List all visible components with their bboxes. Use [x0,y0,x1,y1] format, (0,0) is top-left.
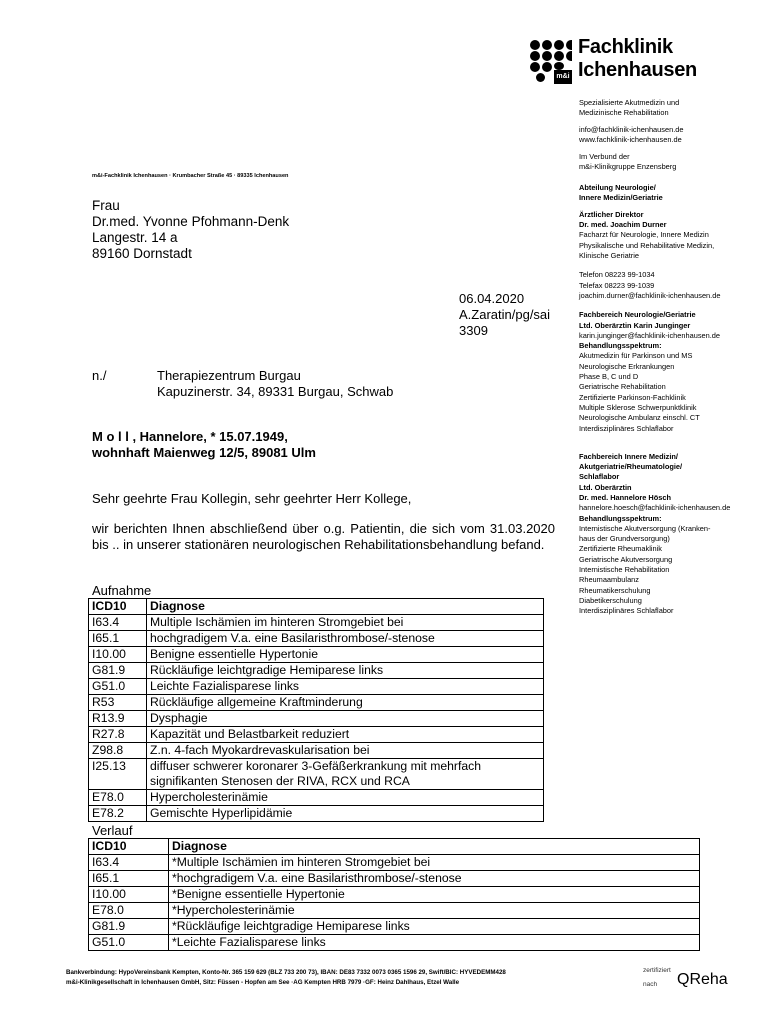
diagnosis-text: *hochgradigem V.a. eine Basilaristhrombose/-stenose [169,871,700,887]
icd10-code: R27.8 [89,727,147,743]
icd10-code: I25.13 [89,759,147,790]
icd10-code: R13.9 [89,711,147,727]
clinic-logo [530,36,710,86]
director-phone: Telefon 08223 99-1034 Telefax 08223 99-1039 joachim.durner@fachklinik-ichenhausen.de [579,270,759,301]
qreha-logo-icon: QReha [677,971,728,988]
table-row [89,790,544,806]
diagnosis-text: Kapazität und Belastbarkeit reduziert [147,727,544,743]
clinic-network: Im Verbund der m&i-Klinikgruppe Enzensberg [579,152,677,172]
cc-recipient: Therapiezentrum Burgau Kapuzinerstr. 34, 89331 Burgau, Schwab [157,368,394,399]
table-row [89,903,700,919]
diagnosis-text: Dysphagie [147,711,544,727]
clinic-intro: Spezialisierte Akutmedizin und Medizinische Rehabilitation [579,98,680,118]
website-link[interactable]: www.fachklinik-ichenhausen.de [579,135,682,145]
diagnosis-text: *Leichte Fazialisparese links [169,935,700,951]
table-row [89,935,700,951]
internal-medicine-email-link[interactable]: hannelore.hoesch@fachklinik-ichenhausen.de [579,503,731,513]
department-title: Abteilung Neurologie/ Innere Medizin/Geriatrie [579,182,663,203]
table-row [89,855,700,871]
diagnosis-text: *Hypercholesterinämie [169,903,700,919]
diagnosis-text: *Benigne essentielle Hypertonie [169,887,700,903]
diagnosis-text: diffuser schwerer koronarer 3-Gefäßerkrankung mit mehrfach signifikanten Stenosen der RIVA, RCX und RCA [147,759,544,790]
neurology-block: Fachbereich Neurologie/Geriatrie Ltd. Oberärztin Karin Junginger karin.junginger@fachklinik-ichenhausen.de Behandlungsspektrum: Akutmedizin für Parkinson und MS Neurologische Erkrankungen Phase B, C und D Geriatrische Rehabilitation Zertifizierte Parkinson-Fachklinik Multiple Sklerose Schwerpunktklinik Neurologische Ambulanz einschl. CT Interdisziplinäres Schlaflabor [579,310,759,434]
diagnosis-text: Gemischte Hyperlipidämie [147,806,544,822]
clinic-contact [579,125,759,146]
logo-dots-icon [530,40,572,84]
table-row [89,759,544,790]
letter-sign: A.Zaratin/pg/sai [459,307,551,322]
diagnosis-text: Benigne essentielle Hypertonie [147,647,544,663]
icd10-code: G81.9 [89,663,147,679]
table-row [89,663,544,679]
certification-badge: zertifiziert nach QReha [643,967,728,988]
header-diagnosis: Diagnose [169,839,700,855]
table-row [89,615,544,631]
diagnosis-text: hochgradigem V.a. eine Basilaristhrombose/-stenose [147,631,544,647]
table-row [89,871,700,887]
admission-diagnosis-table [88,598,544,822]
sender-line: m&i-Fachklinik Ichenhausen · Krumbacher Straße 45 · 89335 Ichenhausen [92,173,289,179]
table-row [89,647,544,663]
diagnosis-text: Z.n. 4-fach Myokardrevaskularisation bei [147,743,544,759]
diagnosis-text: Hypercholesterinämie [147,790,544,806]
icd10-code: I65.1 [89,871,169,887]
table-row [89,887,700,903]
table-row [89,919,700,935]
internal-medicine-block: Fachbereich Innere Medizin/ Akutgeriatrie/Rheumatologie/ Schlaflabor Ltd. Oberärztin Dr. med. Hannelore Hösch hannelore.hoesch@fachklinik-ichenhausen.de Behandlungsspektrum: Internistische Akutversorgung (Kranken- haus der Grundversorgung) Zertifizierte Rheumaklinik Geriatrische Akutversorgung Internistische Rehabilitation Rheumaambulanz Rheumatikerschulung Diabetikerschulung Interdisziplinäres Schlaflabor [579,452,759,617]
diagnosis-text: Rückläufige allgemeine Kraftminderung [147,695,544,711]
diagnosis-text: Leichte Fazialisparese links [147,679,544,695]
table-row [89,711,544,727]
clinic-name: Fachklinik Ichenhausen [578,36,697,81]
header-diagnosis: Diagnose [147,599,544,615]
patient-info: M o l l , Hannelore, * 15.07.1949, wohnhaft Maienweg 12/5, 89081 Ulm [92,429,316,460]
letter-number: 3309 [459,323,488,338]
course-label: Verlauf [92,823,133,838]
header-icd10: ICD10 [89,599,147,615]
table-row [89,679,544,695]
clinic-info-sidebar [579,98,759,623]
body-paragraph: wir berichten Ihnen abschließend über o.g. Patientin, die sich vom 31.03.2020 bis .. in unserer stationären neurologischen Rehabilitationsbehandlung befand. [92,521,555,552]
icd10-code: G51.0 [89,935,169,951]
icd10-code: I63.4 [89,615,147,631]
director-block: Ärztlicher Direktor Dr. med. Joachim Durner Facharzt für Neurologie, Innere Medizin Physikalische und Rehabilitative Medizin, Klinische Geriatrie [579,209,715,261]
diagnosis-text: Rückläufige leichtgradige Hemiparese links [147,663,544,679]
icd10-code: E78.0 [89,790,147,806]
icd10-code: E78.2 [89,806,147,822]
email-link[interactable]: info@fachklinik-ichenhausen.de [579,125,684,135]
recipient-address: Frau Dr.med. Yvonne Pfohmann-Denk Langestr. 14 a 89160 Dornstadt [92,198,290,261]
table-row [89,806,544,822]
icd10-code: Z98.8 [89,743,147,759]
header-icd10: ICD10 [89,839,169,855]
neurology-email-link[interactable]: karin.junginger@fachklinik-ichenhausen.de [579,330,721,340]
table-row [89,695,544,711]
diagnosis-text: *Multiple Ischämien im hinteren Stromgebiet bei [169,855,700,871]
cc-label: n./ [92,368,107,383]
letter-reference [459,291,550,339]
footer-bank-info: Bankverbindung: HypoVereinsbank Kempten, Konto-Nr. 365 159 629 (BLZ 733 200 73), IBAN: DE83 7332 0073 0365 1596 29, Swift/BIC: HYVEDEMM428 m&i-Klinikgesellschaft in Ichenhausen GmbH, Sitz: Füssen - Hopfen am See ·AG Kempten HRB 7979 ·GF: Heinz Dahlhaus, Etzel Walle [66,969,506,986]
icd10-code: I63.4 [89,855,169,871]
icd10-code: I10.00 [89,887,169,903]
table-row [89,631,544,647]
icd10-code: G51.0 [89,679,147,695]
diagnosis-text: *Rückläufige leichtgradige Hemiparese links [169,919,700,935]
table-header [89,839,700,855]
course-diagnosis-table [88,838,700,951]
director-email-link[interactable]: joachim.durner@fachklinik-ichenhausen.de [579,290,721,300]
diagnosis-text: Multiple Ischämien im hinteren Stromgebiet bei [147,615,544,631]
icd10-code: G81.9 [89,919,169,935]
icd10-code: I10.00 [89,647,147,663]
table-row [89,743,544,759]
admission-label: Aufnahme [92,583,152,598]
logo-badge: m&i [554,70,572,84]
table-row [89,727,544,743]
icd10-code: E78.0 [89,903,169,919]
salutation: Sehr geehrte Frau Kollegin, sehr geehrter Herr Kollege, [92,491,412,506]
table-header [89,599,544,615]
letter-date: 06.04.2020 [459,291,525,306]
icd10-code: I65.1 [89,631,147,647]
icd10-code: R53 [89,695,147,711]
